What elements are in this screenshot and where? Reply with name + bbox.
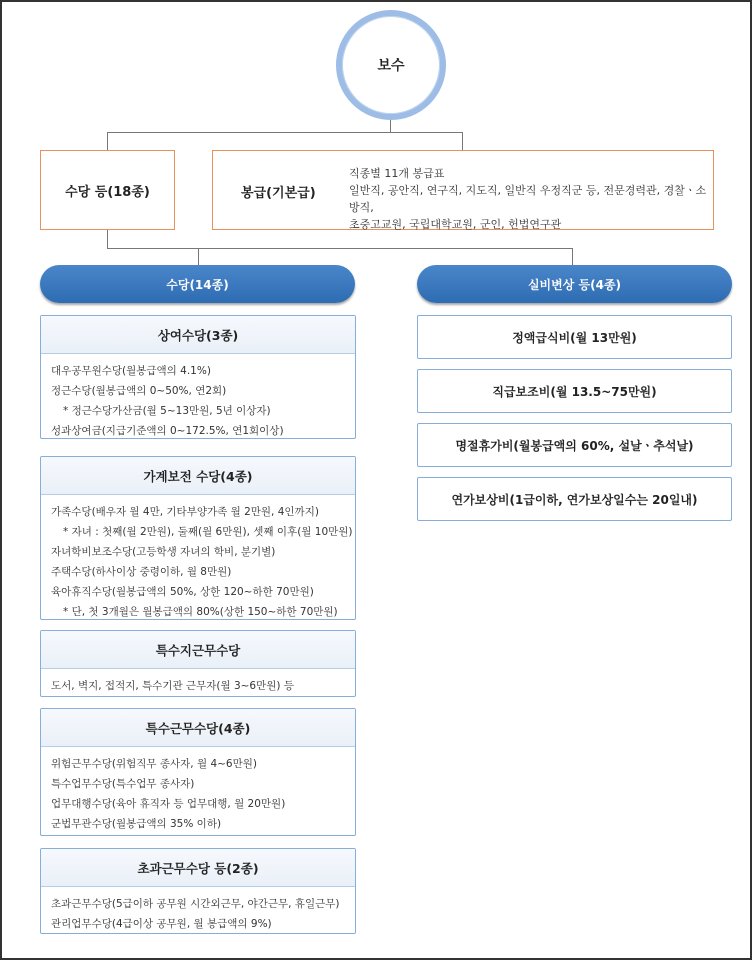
connector-top-horizontal [107, 132, 463, 133]
right-card-label: 정액급식비(월 13만원) [512, 330, 637, 345]
expense-category-label: 실비변상 등(4종) [527, 277, 622, 292]
family-support-card [40, 456, 356, 620]
card-row: 위험근무수당(위험직무 종사자, 월 4~6만원) [51, 758, 257, 770]
root-node-pay [336, 10, 446, 120]
card-row: 초과근무수당(5급이하 공무원 시간외근무, 야간근무, 휴일근무) [51, 898, 340, 910]
card-title: 가계보전 수당(4종) [41, 457, 355, 495]
card-body [41, 747, 355, 840]
card-row: 가족수당(배우자 월 4만, 기타부양가족 월 2만원, 4인까지) [51, 506, 319, 518]
connector-root-down [390, 120, 391, 132]
card-row-note: * 단, 첫 3개월은 월봉급액의 80%(상한 150~하한 70만원) [63, 606, 338, 618]
base-pay-line-2: 일반직, 공안직, 연구직, 지도직, 일반직 우정직군 등, 전문경력관, 경찰ㆍ소방직, [349, 184, 707, 214]
card-title: 상여수당(3종) [41, 316, 355, 354]
card-body [41, 887, 355, 940]
allowance-category-pill [40, 265, 355, 303]
card-row-note: * 정근수당가산금(월 5~13만원, 5년 이상자) [63, 405, 271, 417]
meal-allowance-card [417, 315, 732, 359]
allowance-box [40, 150, 175, 230]
overtime-card [40, 848, 356, 934]
holiday-bonus-card [417, 423, 732, 467]
card-row: 주택수당(하사이상 중령이하, 월 8만원) [51, 566, 232, 578]
allowance-label: 수당 등(18종) [65, 184, 150, 200]
card-row: 관리업무수당(4급이상 공무원, 월 봉급액의 9%) [51, 918, 272, 930]
card-row: 육아휴직수당(월봉급액의 50%, 상한 120~하한 70만원) [51, 586, 314, 598]
card-title: 특수지근무수당 [41, 631, 355, 669]
connector-to-allowance [107, 132, 108, 150]
card-row: 대우공무원수당(월봉급액의 4.1%) [51, 365, 211, 377]
allowance-category-label: 수당(14종) [166, 277, 229, 292]
card-row: 도서, 벽지, 접적지, 특수기관 근무자(월 3~6만원) 등 [51, 680, 294, 692]
card-row: 특수업무수당(특수업무 종사자) [51, 778, 195, 790]
leave-compensation-card [417, 477, 732, 521]
special-duty-card [40, 708, 356, 836]
base-pay-box [212, 150, 714, 230]
bonus-allowance-card [40, 315, 356, 439]
connector-mid-horizontal [107, 248, 572, 249]
connector-to-pay [462, 132, 463, 150]
base-pay-line-3: 초중고교원, 국립대학교원, 군인, 헌법연구관 [349, 218, 562, 231]
base-pay-line-1: 직종별 11개 봉급표 [349, 167, 445, 180]
connector-to-right-pill [572, 248, 573, 265]
rank-subsidy-card [417, 369, 732, 413]
card-row: 업무대행수당(육아 휴직자 등 업무대행, 월 20만원) [51, 798, 286, 810]
special-area-card [40, 630, 356, 697]
connector-to-left-pill [198, 248, 199, 265]
expense-category-pill [417, 265, 732, 303]
card-row: 자녀학비보조수당(고등학생 자녀의 학비, 분기별) [51, 546, 276, 558]
right-card-label: 명절휴가비(월봉급액의 60%, 설날ㆍ추석날) [455, 438, 694, 453]
root-label: 보수 [377, 58, 405, 74]
card-body [41, 495, 355, 628]
base-pay-details [349, 165, 713, 233]
right-card-label: 직급보조비(월 13.5~75만원) [492, 384, 657, 399]
connector-allowance-down [107, 230, 108, 248]
card-body [41, 354, 355, 447]
card-title: 초과근무수당 등(2종) [41, 849, 355, 887]
right-card-label: 연가보상비(1급이하, 연가보상일수는 20일내) [451, 492, 698, 507]
base-pay-label: 봉급(기본급) [241, 185, 316, 201]
card-row: 군법무관수당(월봉급액의 35% 이하) [51, 818, 222, 830]
card-row: 성과상여금(지급기준액의 0~172.5%, 연1회이상) [51, 425, 284, 437]
card-body [41, 669, 355, 702]
card-title: 특수근무수당(4종) [41, 709, 355, 747]
card-row-note: * 자녀 : 첫째(월 2만원), 둘째(월 6만원), 셋째 이후(월 10만원) [63, 526, 353, 538]
card-row: 정근수당(월봉급액의 0~50%, 연2회) [51, 385, 227, 397]
